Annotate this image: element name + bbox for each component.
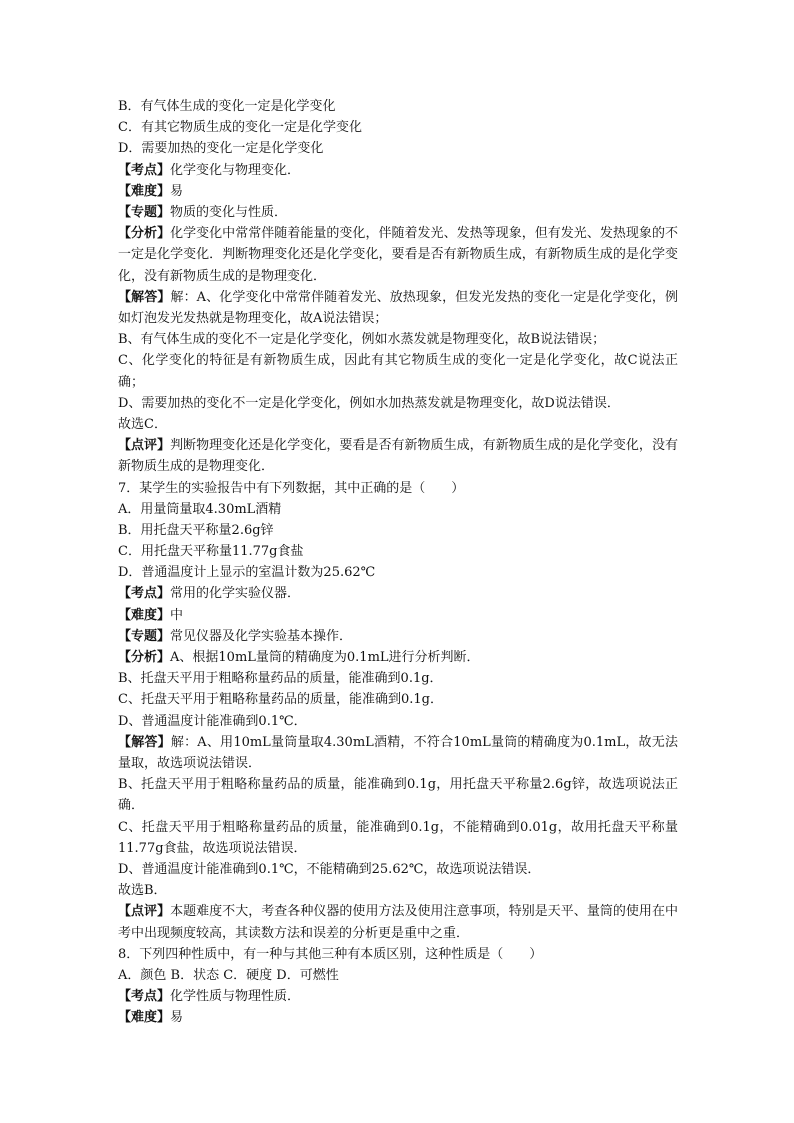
section-tag: 【点评】 <box>118 904 171 920</box>
line-text: A．用量筒量取4.30mL酒精 <box>118 501 282 517</box>
line-text: C、托盘天平用于粗略称量药品的质量，能准确到0.1g． <box>118 692 443 708</box>
section-tag: 【分析】 <box>118 226 171 242</box>
text-line <box>118 901 678 943</box>
section-tag: 【考点】 <box>118 989 171 1005</box>
text-line <box>118 499 678 520</box>
line-text: D．需要加热的变化一定是化学变化 <box>118 141 324 157</box>
line-text: B．有气体生成的变化一定是化学变化 <box>118 99 336 114</box>
text-line <box>118 329 678 350</box>
text-line <box>118 160 678 181</box>
line-text: 本题难度不大，考查各种仪器的使用方法及使用注意事项，特别是天平、量筒的使用在中考中出现频度较高，其读数方法和误差的分析更是重中之重． <box>118 904 678 941</box>
text-line <box>118 117 678 138</box>
line-text: B、托盘天平用于粗略称量药品的质量，能准确到0.1g． <box>118 671 443 687</box>
text-line <box>118 944 678 965</box>
line-text: D．普通温度计上显示的室温计数为25.62℃ <box>118 565 376 581</box>
line-text: A．颜色 B．状态 C．硬度 D．可燃性 <box>118 967 339 983</box>
section-tag: 【难度】 <box>118 1010 171 1026</box>
section-tag: 【解答】 <box>118 734 171 750</box>
section-tag: 【专题】 <box>118 204 171 220</box>
line-text: C、托盘天平用于粗略称量药品的质量，能准确到0.1g，不能精确到0.01g，故用托盘天平称量11.77g食盐，故选项说法错误． <box>118 819 678 856</box>
line-text: 常见仪器及化学实验基本操作． <box>170 628 353 644</box>
text-line <box>118 350 678 392</box>
section-tag: 【难度】 <box>118 607 171 623</box>
text-line <box>118 626 678 647</box>
text-line <box>118 520 678 541</box>
line-text: 故选B． <box>118 883 167 899</box>
section-tag: 【考点】 <box>118 586 171 602</box>
line-text: 易 <box>170 1010 184 1026</box>
text-line <box>118 859 678 880</box>
section-tag: 【专题】 <box>118 628 171 644</box>
text-line <box>118 817 678 859</box>
text-line <box>118 202 678 223</box>
line-text: 8．下列四种性质中，有一种与其他三种有本质区别，这种性质是（ ） <box>118 946 543 962</box>
text-line <box>118 880 678 901</box>
text-line <box>118 562 678 583</box>
line-text: C．有其它物质生成的变化一定是化学变化 <box>118 120 362 136</box>
section-tag: 【点评】 <box>118 438 171 454</box>
line-text: 解：A、用10mL量筒量取4.30mL酒精，不符合10mL量筒的精确度为0.1mL，故无法量取，故选项说法错误． <box>118 734 678 771</box>
line-text: 判断物理变化还是化学变化，要看是否有新物质生成，有新物质生成的是化学变化，没有新物质生成的是物理变化． <box>118 438 678 475</box>
text-line <box>118 583 678 604</box>
line-text: 常用的化学实验仪器． <box>170 586 301 602</box>
text-line <box>118 223 678 287</box>
line-text: D、需要加热的变化不一定是化学变化，例如水加热蒸发就是物理变化，故D说法错误． <box>118 395 620 411</box>
text-line <box>118 138 678 159</box>
text-line <box>118 711 678 732</box>
line-text: 化学变化中常常伴随着能量的变化，伴随着发光、发热等现象，但有发光、发热现象的不一定是化学变化．判断物理变化还是化学变化，要看是否有新物质生成，有新物质生成的是化学变化，没有新物质生成的是物理变化． <box>118 226 678 284</box>
document-content <box>118 96 678 1029</box>
line-text: 中 <box>170 607 184 623</box>
section-tag: 【考点】 <box>118 162 171 178</box>
line-text: 7．某学生的实验报告中有下列数据，其中正确的是（ ） <box>118 480 465 496</box>
text-line <box>118 478 678 499</box>
text-line <box>118 393 678 414</box>
text-line <box>118 181 678 202</box>
line-text: 化学性质与物理性质． <box>170 989 301 1005</box>
line-text: 化学变化与物理变化． <box>170 162 301 178</box>
text-line <box>118 647 678 668</box>
text-line <box>118 965 678 986</box>
line-text: C．用托盘天平称量11.77g食盐 <box>118 544 304 560</box>
text-line <box>118 287 678 329</box>
line-text: B．用托盘天平称量2.6g锌 <box>118 522 274 538</box>
line-text: D、普通温度计能准确到0.1℃，不能精确到25.62℃，故选项说法错误． <box>118 861 541 877</box>
line-text: A、根据10mL量筒的精确度为0.1mL进行分析判断． <box>170 650 480 666</box>
section-tag: 【分析】 <box>118 650 171 666</box>
text-line <box>118 414 678 435</box>
text-line <box>118 435 678 477</box>
section-tag: 【解答】 <box>118 289 171 305</box>
line-text: 解：A、化学变化中常常伴随着发光、放热现象，但发光发热的变化一定是化学变化，例如灯泡发光发热就是物理变化，故A说法错误； <box>118 289 678 326</box>
text-line <box>118 1007 678 1028</box>
text-line <box>118 668 678 689</box>
line-text: 物质的变化与性质． <box>170 204 288 220</box>
text-line <box>118 541 678 562</box>
text-line <box>118 96 678 117</box>
text-line <box>118 689 678 710</box>
line-text: B、有气体生成的变化不一定是化学变化，例如水蒸发就是物理变化，故B说法错误； <box>118 332 606 348</box>
text-line <box>118 605 678 626</box>
section-tag: 【难度】 <box>118 183 171 199</box>
line-text: 故选C． <box>118 416 167 432</box>
text-line <box>118 986 678 1007</box>
line-text: B、托盘天平用于粗略称量药品的质量，能准确到0.1g，用托盘天平称量2.6g锌，故选项说法正确． <box>118 777 678 814</box>
text-line <box>118 732 678 774</box>
line-text: C、化学变化的特征是有新物质生成，因此有其它物质生成的变化一定是化学变化，故C说法正确； <box>118 353 678 390</box>
text-line <box>118 774 678 816</box>
line-text: 易 <box>170 183 184 199</box>
line-text: D、普通温度计能准确到0.1℃． <box>118 713 307 729</box>
